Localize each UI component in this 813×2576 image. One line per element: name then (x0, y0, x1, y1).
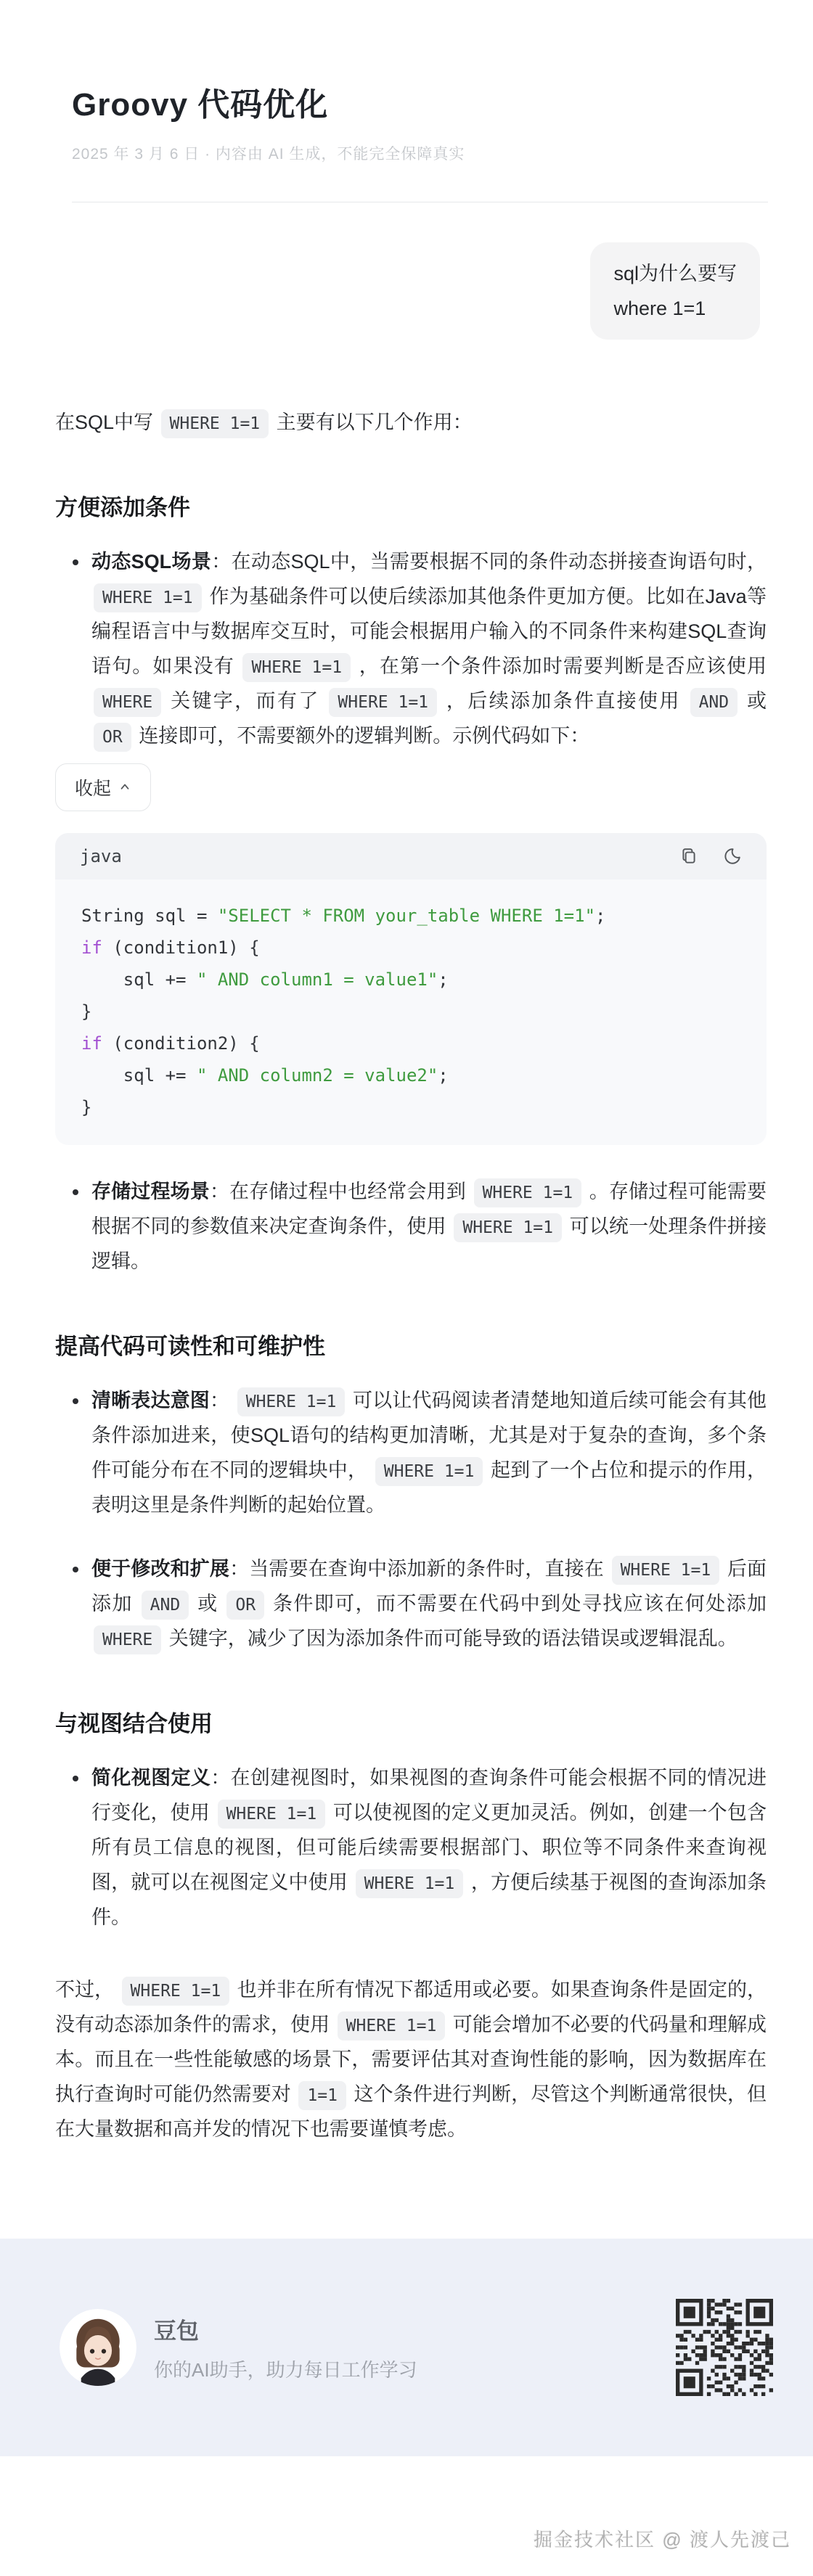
bullet-item-simplify-view (55, 1760, 767, 1935)
code-card (55, 833, 767, 1145)
user-bubble (590, 242, 760, 340)
bullet-item-easy-extend (55, 1551, 767, 1656)
bullet-item-stored-procedure (55, 1174, 767, 1279)
qr-code (676, 2299, 773, 2396)
inline-code-chip: WHERE (94, 1625, 161, 1654)
bullet-item-dynamic-sql (55, 544, 767, 753)
inline-code-chip: WHERE 1=1 (329, 688, 437, 717)
intro-paragraph: 在SQL中写 WHERE 1=1 主要有以下几个作用： (55, 405, 767, 440)
bullet-dot (73, 559, 78, 565)
code-header (55, 833, 767, 879)
footer-text (154, 2313, 417, 2382)
code-line: sql += " AND column1 = value1"; (81, 969, 449, 990)
bullet-text: 便于修改和扩展：当需要在查询中添加新的条件时，直接在 WHERE 1=1 后面添加 AND 或 OR 条件即可，而不需要在代码中到处寻找应该在何处添加 WHERE 关键字，减少了因为添加条件而可能导致的语法错误或逻辑混乱。 (91, 1551, 767, 1656)
page-title: Groovy 代码优化 (72, 87, 329, 123)
chevron-up-icon (118, 781, 131, 794)
bullet-dot (73, 1567, 78, 1572)
date-note: 2025 年 3 月 6 日 · 内容由 AI 生成，不能完全保障真实 (72, 146, 465, 163)
bullet-text: 存储过程场景：在存储过程中也经常会用到 WHERE 1=1 。存储过程可能需要根据不同的参数值来决定查询条件，使用 WHERE 1=1 可以统一处理条件拼接逻辑。 (91, 1174, 767, 1279)
section-heading-readability: 提高代码可读性和可维护性 (55, 1334, 325, 1359)
inline-code-chip: 1=1 (298, 2081, 346, 2110)
bullet-text: 简化视图定义：在创建视图时，如果视图的查询条件可能会根据不同的情况进行变化，使用 WHERE 1=1 可以使视图的定义更加灵活。例如，创建一个包含所有员工信息的视图，但可能后续需要根据部门、职位等不同条件来查询视图，就可以在视图定义中使用 WHERE 1=1 ，方便后续基于视图的查询添加条件。 (91, 1767, 767, 1928)
collapse-button[interactable] (55, 763, 151, 811)
section-heading-views: 与视图结合使用 (55, 1711, 213, 1736)
assistant-tagline: 你的AI助手，助力每日工作学习 (154, 2359, 417, 2381)
copy-icon[interactable] (679, 847, 698, 866)
moon-icon[interactable] (723, 847, 742, 866)
header (0, 0, 813, 202)
code-actions (679, 847, 742, 866)
user-message-row (0, 242, 760, 340)
section2-bullets (55, 1383, 767, 1656)
inline-code-chip: AND (142, 1591, 189, 1620)
answer-content (55, 405, 767, 2146)
inline-code-chip: WHERE 1=1 (94, 583, 202, 612)
bold-label: 清晰表达意图 (91, 1390, 210, 1411)
bold-label: 动态SQL场景 (91, 551, 212, 573)
code-line: String sql = "SELECT * FROM your_table WHERE 1=1"; (81, 906, 606, 926)
code-line: if (condition2) { (81, 1033, 260, 1054)
inline-code-chip: WHERE 1=1 (474, 1178, 582, 1207)
inline-code-chip: OR (226, 1591, 264, 1620)
watermark: 掘金技术社区 @ 渡人先渡己 (534, 2529, 791, 2551)
inline-code-chip: WHERE 1=1 (454, 1213, 562, 1242)
user-message-line: sql为什么要写 (613, 263, 737, 284)
inline-code-chip: OR (94, 723, 131, 752)
bullet-dot (73, 1776, 78, 1781)
inline-code-chip: WHERE 1=1 (242, 653, 351, 682)
code-language-label: java (80, 846, 122, 866)
bold-label: 简化视图定义 (91, 1767, 211, 1789)
inline-code-chip: WHERE 1=1 (122, 1977, 230, 2006)
code-line: sql += " AND column2 = value2"; (81, 1065, 449, 1086)
user-message-line: where 1=1 (613, 298, 706, 319)
assistant-name: 豆包 (154, 2318, 199, 2344)
closing-paragraph: 不过， WHERE 1=1 也并非在所有情况下都适用或必要。如果查询条件是固定的，没有动态添加条件的需求，使用 WHERE 1=1 可能会增加不必要的代码量和理解成本。而且在一些性能敏感的场景下，需要评估其对查询性能的影响，因为数据库在执行查询时可能仍然需要对 1=1 这个条件进行判断，尽管这个判断通常很快，但在大量数据和高并发的情况下也需要谨慎考虑。 (55, 1972, 767, 2146)
bold-label: 存储过程场景 (91, 1181, 210, 1202)
section1-bullets-continued (55, 1174, 767, 1279)
bullet-text: 清晰表达意图： WHERE 1=1 可以让代码阅读者清楚地知道后续可能会有其他条件添加进来，使SQL语句的结构更加清晰，尤其是对于复杂的查询，多个条件可能分布在不同的逻辑块中， WHERE 1=1 起到了一个占位和提示的作用，表明这里是条件判断的起始位置。 (91, 1383, 767, 1522)
inline-code-chip: WHERE 1=1 (375, 1457, 483, 1486)
inline-code-chip: AND (690, 688, 738, 717)
section1-bullets (55, 544, 767, 753)
bullet-dot (73, 1189, 78, 1195)
inline-code-chip: WHERE (94, 688, 161, 717)
section-heading-convenient-conditions: 方便添加条件 (55, 495, 190, 520)
code-line: if (condition1) { (81, 938, 260, 958)
bullet-dot (73, 1398, 78, 1404)
bold-label: 便于修改和扩展 (91, 1558, 230, 1580)
collapse-button-label: 收起 (75, 779, 112, 799)
inline-code-chip: WHERE 1=1 (218, 1800, 326, 1829)
inline-code-chip: WHERE 1=1 (161, 409, 269, 438)
bullet-item-clear-intent (55, 1383, 767, 1522)
inline-code-chip: WHERE 1=1 (237, 1387, 346, 1416)
inline-code-chip: WHERE 1=1 (356, 1869, 464, 1898)
code-line: } (81, 1097, 92, 1117)
inline-code-chip: WHERE 1=1 (338, 2011, 446, 2040)
footer (0, 2239, 813, 2456)
inline-code-chip: WHERE 1=1 (612, 1556, 720, 1585)
avatar (60, 2309, 136, 2386)
code-content (55, 879, 767, 1145)
bullet-text: 动态SQL场景：在动态SQL中，当需要根据不同的条件动态拼接查询语句时， WHERE 1=1 作为基础条件可以使后续添加其他条件更加方便。比如在Java等编程语言中与数据库交互时，可能会根据用户输入的不同条件来构建SQL查询语句。如果没有 WHERE 1=1 ，在第一个条件添加时需要判断是否应该使用 WHERE 关键字，而有了 WHERE 1=1 ，后续添加条件直接使用 AND 或 OR 连接即可，不需要额外的逻辑判断。示例代码如下： (91, 544, 767, 753)
code-line: } (81, 1001, 92, 1022)
section3-bullets (55, 1760, 767, 1935)
